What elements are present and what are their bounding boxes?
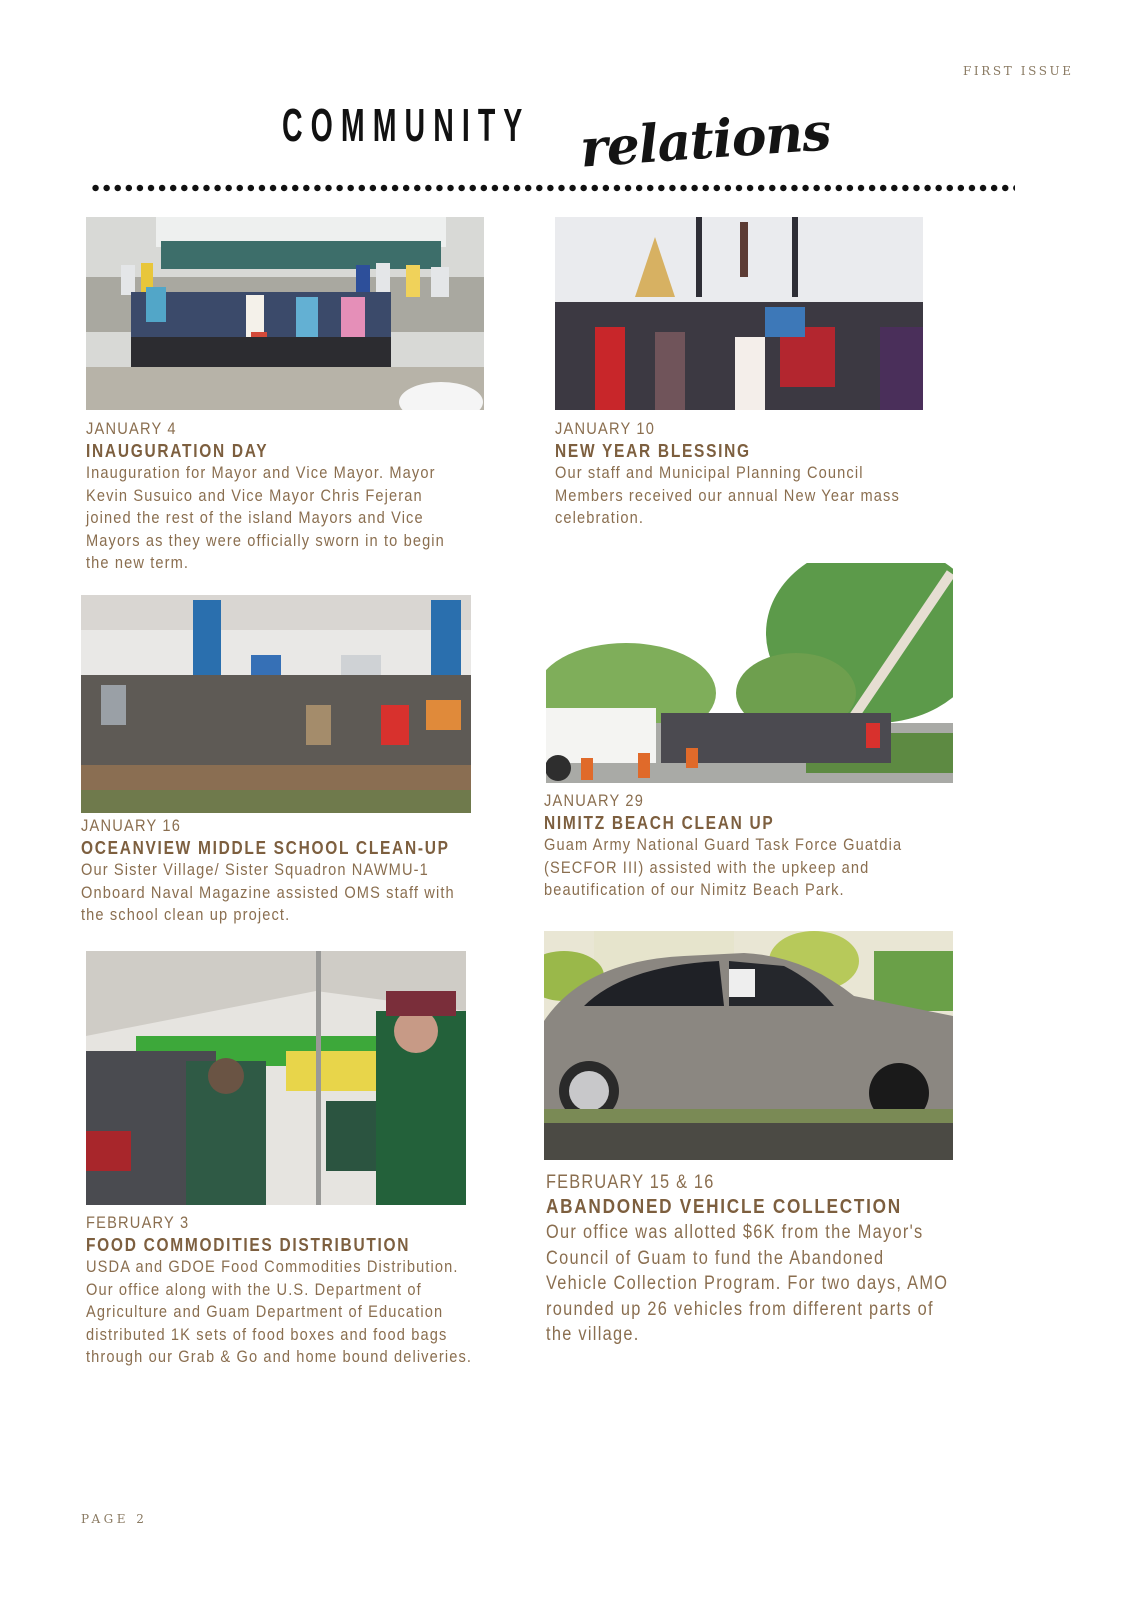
article-nimitz-beach-clean-up — [544, 790, 1004, 902]
photo-abandoned-vehicle — [544, 931, 953, 1160]
article-date: JANUARY 29 — [544, 791, 645, 810]
article-headline: INAUGURATION DAY — [86, 441, 269, 461]
article-date: FEBRUARY 15 & 16 — [546, 1172, 715, 1193]
article-headline: OCEANVIEW MIDDLE SCHOOL CLEAN-UP — [81, 838, 450, 858]
article-headline: FOOD COMMODITIES DISTRIBUTION — [86, 1235, 411, 1255]
article-body: Our staff and Municipal Planning Council Members received our annual New Year mass celebration. — [555, 463, 900, 528]
article-body: USDA and GDOE Food Commodities Distribution. Our office along with the U.S. Department of Agriculture and Guam Department of Education distributed 1K sets of food boxes and food bags through our Grab & Go and home bound deliveries. — [86, 1257, 473, 1367]
article-body: Our Sister Village/ Sister Squadron NAWMU-1 Onboard Naval Magazine assisted OMS staff with the school clean up project. — [81, 860, 455, 925]
article-headline: NIMITZ BEACH CLEAN UP — [544, 813, 775, 833]
article-food-commodities-distribution — [86, 1212, 556, 1369]
article-date: JANUARY 4 — [86, 419, 177, 438]
page-title-script: relations — [578, 101, 833, 180]
article-body: Our office was allotted $6K from the Mayor's Council of Guam to fund the Abandoned Vehicle Collection Program. For two days, AMO rounded up 26 vehicles from different parts of the village. — [546, 1222, 949, 1345]
article-body: Inauguration for Mayor and Vice Mayor. Mayor Kevin Susuico and Vice Mayor Chris Fejeran joined the rest of the island Mayors and Vice Mayors as they were officially sworn in to begin the new term. — [86, 463, 445, 573]
photo-nimitz-beach-clean-up — [546, 563, 953, 783]
photo-oceanview-clean-up — [81, 595, 471, 813]
photo-inauguration — [86, 217, 484, 410]
article-date: JANUARY 16 — [81, 816, 182, 835]
photo-new-year-blessing — [555, 217, 923, 410]
article-oceanview-clean-up — [81, 815, 531, 927]
dotted-divider — [90, 183, 1015, 193]
article-date: FEBRUARY 3 — [86, 1213, 190, 1232]
page-number: PAGE 2 — [81, 1512, 148, 1526]
article-date: JANUARY 10 — [555, 419, 656, 438]
page-title: COMMUNITY — [282, 99, 531, 151]
article-new-year-blessing — [555, 418, 965, 530]
photo-food-commodities-distribution — [86, 951, 466, 1205]
article-headline: ABANDONED VEHICLE COLLECTION — [546, 1196, 902, 1218]
issue-label: FIRST ISSUE — [963, 64, 1074, 78]
article-body: Guam Army National Guard Task Force Guatdia (SECFOR III) assisted with the upkeep and beautification of our Nimitz Beach Park. — [544, 835, 903, 900]
article-headline: NEW YEAR BLESSING — [555, 441, 751, 461]
article-inauguration — [86, 418, 536, 575]
article-abandoned-vehicle-collection — [546, 1170, 1016, 1348]
